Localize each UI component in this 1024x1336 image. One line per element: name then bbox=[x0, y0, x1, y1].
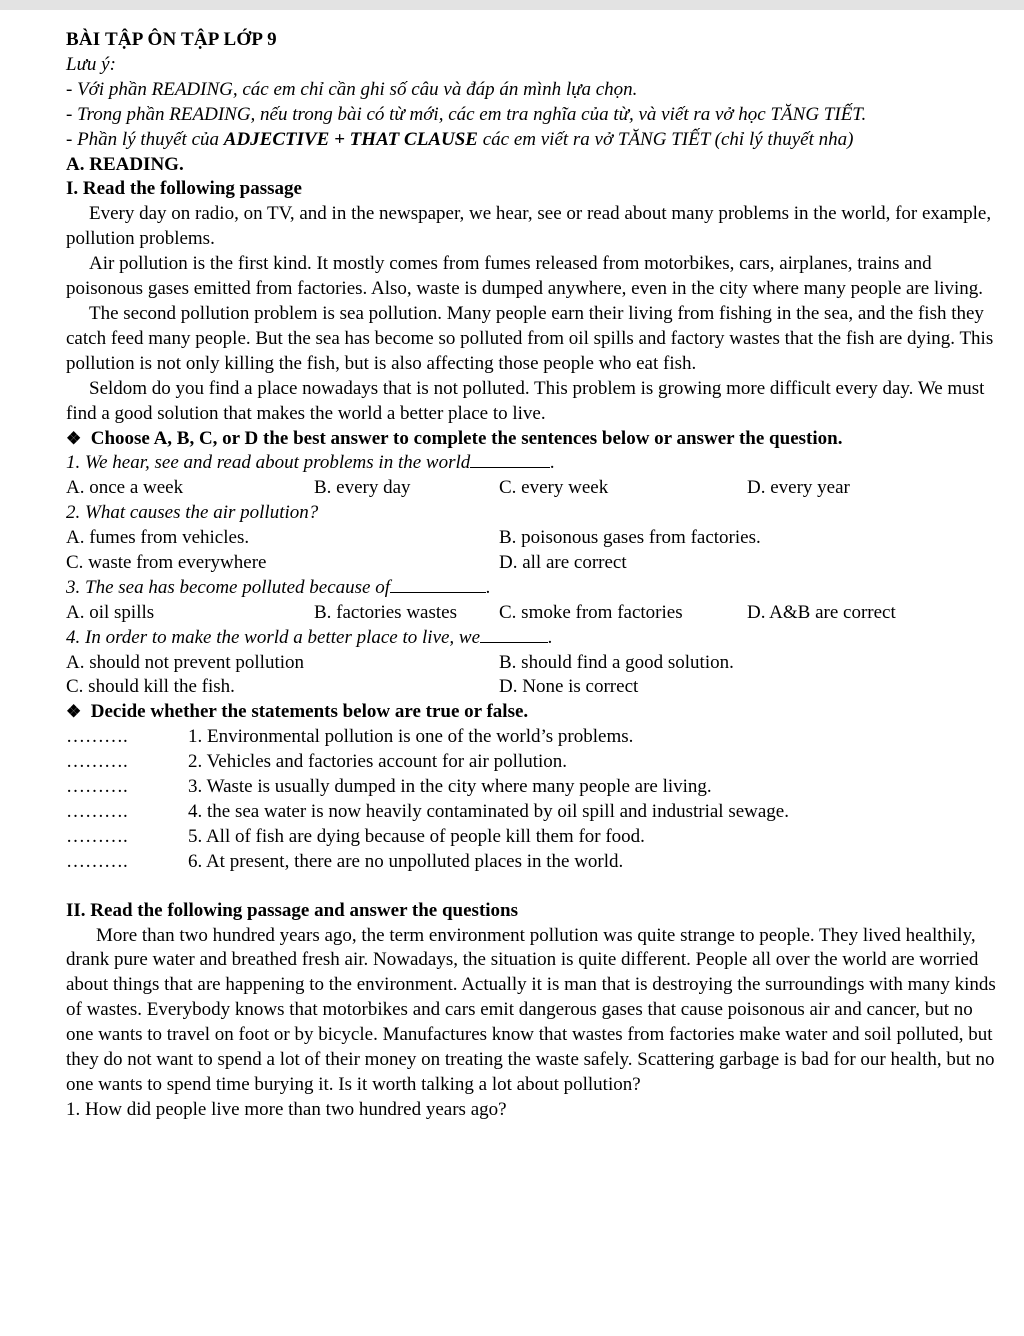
tf-statement-row bbox=[66, 800, 996, 825]
section-a-heading: A. READING. bbox=[66, 153, 184, 175]
answer-blank bbox=[480, 626, 548, 643]
page-title: BÀI TẬP ÔN TẬP LỚP 9 bbox=[66, 29, 277, 50]
question-4-options-row-1 bbox=[66, 651, 996, 676]
question-3-end: . bbox=[485, 576, 491, 598]
note-3-part-c: các em viết ra vở TĂNG TIẾT (chỉ lý thuyết nha) bbox=[477, 128, 854, 150]
q2-option-b: B. poisonous gases from factories. bbox=[499, 527, 761, 549]
top-bar bbox=[0, 0, 1024, 10]
tf-answer-blank: ………. bbox=[66, 751, 128, 773]
question-2: 2. What causes the air pollution? bbox=[66, 502, 319, 524]
worksheet-page bbox=[66, 28, 996, 1123]
q1-option-d: D. every year bbox=[747, 477, 850, 499]
mc-instruction bbox=[66, 427, 996, 452]
question-1-text: 1. We hear, see and read about problems in the world bbox=[66, 452, 471, 474]
question-3 bbox=[66, 576, 996, 601]
tf-statement: 1. Environmental pollution is one of the world’s problems. bbox=[188, 726, 634, 748]
notes-heading: Lưu ý: bbox=[66, 53, 116, 75]
tf-instruction-text: Decide whether the statements below are true or false. bbox=[90, 701, 529, 723]
question-1 bbox=[66, 451, 996, 476]
passage-2-paragraph: More than two hundred years ago, the term environment pollution was quite strange to people. They lived healthily, drank pure water and breathed fresh air. Nowadays, the situation is quite different. People all over the world are worried about things that are happening to the environment. Actually it is man that is destroying the surroundings with many kinds of wastes. Everybody knows that motorbikes and cars emit dangerous gases that cause poisonous air and cancer, but no one wants to travel on foot or by bicycle. Manufactures know that wastes from factories make water and soil polluted, but they do not want to spend a lot of their money on treating the waste safely. Scattering garbage is bad for our health, but no one wants to spend time burying it. Is it worth talking a lot about pollution? bbox=[66, 924, 996, 1095]
note-3 bbox=[66, 128, 996, 153]
q3-option-b: B. factories wastes bbox=[314, 601, 457, 623]
passage-1-paragraph-3: The second pollution problem is sea pollution. Many people earn their living from fishing in the sea, and the fish they catch feed many people. But the sea has become so polluted from oil spills and factory wastes that the fish are dying. This pollution is not only killing the fish, but is also affecting those people who eat fish. bbox=[66, 302, 994, 374]
tf-statement: 5. All of fish are dying because of people kill them for food. bbox=[188, 825, 645, 847]
question-4-end: . bbox=[548, 626, 553, 648]
question-2-options-row-1 bbox=[66, 526, 996, 551]
q4-option-b: B. should find a good solution. bbox=[499, 651, 734, 673]
passage-1-paragraph-4: Seldom do you find a place nowadays that is not polluted. This problem is growing more difficult every day. We must find a good solution that makes the world a better place to live. bbox=[66, 377, 985, 424]
tf-statement-row bbox=[66, 850, 996, 875]
answer-blank bbox=[470, 451, 550, 468]
question-4 bbox=[66, 626, 996, 651]
q3-option-a: A. oil spills bbox=[66, 601, 155, 623]
q3-option-d: D. A&B are correct bbox=[747, 601, 896, 623]
question-4-options-row-2 bbox=[66, 675, 996, 700]
note-3-part-a: - Phần lý thuyết của bbox=[66, 128, 224, 150]
question-3-text: 3. The sea has become polluted because of bbox=[66, 576, 390, 598]
q4-option-a: A. should not prevent pollution bbox=[66, 651, 305, 673]
part-2-heading: II. Read the following passage and answer the questions bbox=[66, 899, 519, 921]
q3-option-c: C. smoke from factories bbox=[499, 601, 683, 623]
note-1: - Với phần READING, các em chỉ cần ghi số câu và đáp án mình lựa chọn. bbox=[66, 78, 638, 100]
passage-1-paragraph-2: Air pollution is the first kind. It mostly comes from fumes released from motorbikes, cars, airplanes, trains and poisonous gases emitted from factories. Also, waste is dumped anywhere, even in the city where many people are living. bbox=[66, 253, 984, 300]
note-2: - Trong phần READING, nếu trong bài có từ mới, các em tra nghĩa của từ, và viết ra vở học TĂNG TIẾT. bbox=[66, 103, 867, 125]
passage-1-paragraph-1: Every day on radio, on TV, and in the newspaper, we hear, see or read about many problems in the world, for example, pollution problems. bbox=[66, 203, 992, 250]
tf-statement: 3. Waste is usually dumped in the city where many people are living. bbox=[188, 776, 712, 798]
question-1-end: . bbox=[550, 452, 556, 474]
tf-statement: 4. the sea water is now heavily contaminated by oil spill and industrial sewage. bbox=[188, 800, 789, 822]
q1-option-b: B. every day bbox=[314, 477, 411, 499]
tf-statement-row bbox=[66, 825, 996, 850]
tf-instruction bbox=[66, 700, 996, 725]
q4-option-c: C. should kill the fish. bbox=[66, 676, 235, 698]
note-3-part-b: ADJECTIVE + THAT CLAUSE bbox=[223, 128, 478, 150]
answer-blank bbox=[390, 576, 486, 593]
question-1-options bbox=[66, 476, 996, 501]
diamond-bullet-icon: ❖ bbox=[66, 428, 82, 448]
tf-answer-blank: ………. bbox=[66, 850, 128, 872]
q2-option-d: D. all are correct bbox=[499, 552, 627, 573]
tf-answer-blank: ………. bbox=[66, 726, 128, 748]
question-4-text: 4. In order to make the world a better place to live, we bbox=[66, 626, 481, 648]
question-3-options bbox=[66, 601, 996, 626]
tf-statement: 2. Vehicles and factories account for air pollution. bbox=[188, 751, 567, 773]
q2-option-c: C. waste from everywhere bbox=[66, 552, 267, 573]
part-1-heading: I. Read the following passage bbox=[66, 178, 302, 200]
tf-answer-blank: ………. bbox=[66, 776, 128, 798]
question-2-options-row-2 bbox=[66, 551, 996, 576]
q2-option-a: A. fumes from vehicles. bbox=[66, 527, 250, 549]
q1-option-a: A. once a week bbox=[66, 477, 184, 499]
tf-answer-blank: ………. bbox=[66, 800, 128, 822]
q4-option-d: D. None is correct bbox=[499, 676, 639, 698]
tf-answer-blank: ………. bbox=[66, 825, 128, 847]
mc-instruction-text: Choose A, B, C, or D the best answer to complete the sentences below or answer the question. bbox=[90, 427, 843, 449]
part-2-question-1: 1. How did people live more than two hundred years ago? bbox=[66, 1098, 507, 1120]
tf-statement-row bbox=[66, 775, 996, 800]
diamond-bullet-icon: ❖ bbox=[66, 702, 82, 722]
tf-statement-row bbox=[66, 725, 996, 750]
q1-option-c: C. every week bbox=[499, 477, 609, 499]
tf-statement-row bbox=[66, 750, 996, 775]
tf-statement: 6. At present, there are no unpolluted places in the world. bbox=[188, 850, 624, 872]
